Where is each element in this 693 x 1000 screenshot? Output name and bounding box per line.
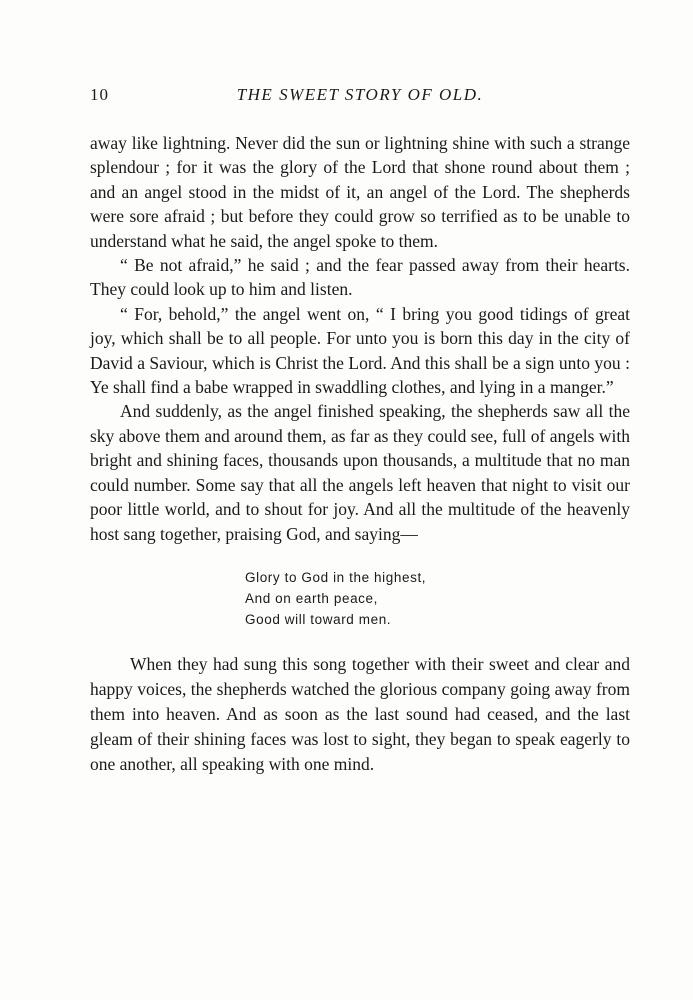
running-title: THE SWEET STORY OF OLD. xyxy=(236,85,484,104)
page-number: 10 xyxy=(90,85,109,104)
verse-line: And on earth peace, xyxy=(245,590,378,606)
verse-block xyxy=(245,567,630,630)
paragraph-continued: away like lightning. Never did the sun or lightning shine with such a strange splendour ; for it was the glory of the Lord that shone round about them ; and an angel stood in the midst of it, an angel of the Lord. The shepherds were sore afraid ; but before they could grow so terrified as to be unable to understand what he said, the angel spoke to them. xyxy=(90,133,630,251)
running-head xyxy=(90,85,630,115)
body-text xyxy=(90,131,630,777)
paragraph: “ For, behold,” the angel went on, “ I bring you good tidings of great joy, which shall be to all people. For unto you is born this day in the city of David a Saviour, which is Christ the Lord. And this shall be a sign unto you : Ye shall find a babe wrapped in swaddling clothes, and lying in a manger.” xyxy=(90,303,630,398)
verse-line: Glory to God in the highest, xyxy=(245,569,427,585)
paragraph: And suddenly, as the angel finished speaking, the shepherds saw all the sky above them and around them, as far as they could see, full of angels with bright and shining faces, thousands upon thousands, a multitude that no man could number. Some say that all the angels left heaven that night to visit our poor little world, and to shout for joy. And all the multitude of the heavenly host sang together, praising God, and saying— xyxy=(90,401,630,544)
verse-line: Good will toward men. xyxy=(245,611,392,627)
closing-paragraph: When they had sung this song together with their sweet and clear and happy voices, the shepherds watched the glorious company going away from them into heaven. And as soon as the last sound had ceased, and the last gleam of their shining faces was lost to sight, they began to speak eagerly to one another, all speaking with one mind. xyxy=(90,653,630,774)
paragraph: “ Be not afraid,” he said ; and the fear passed away from their hearts. They could look up to him and listen. xyxy=(90,255,630,300)
